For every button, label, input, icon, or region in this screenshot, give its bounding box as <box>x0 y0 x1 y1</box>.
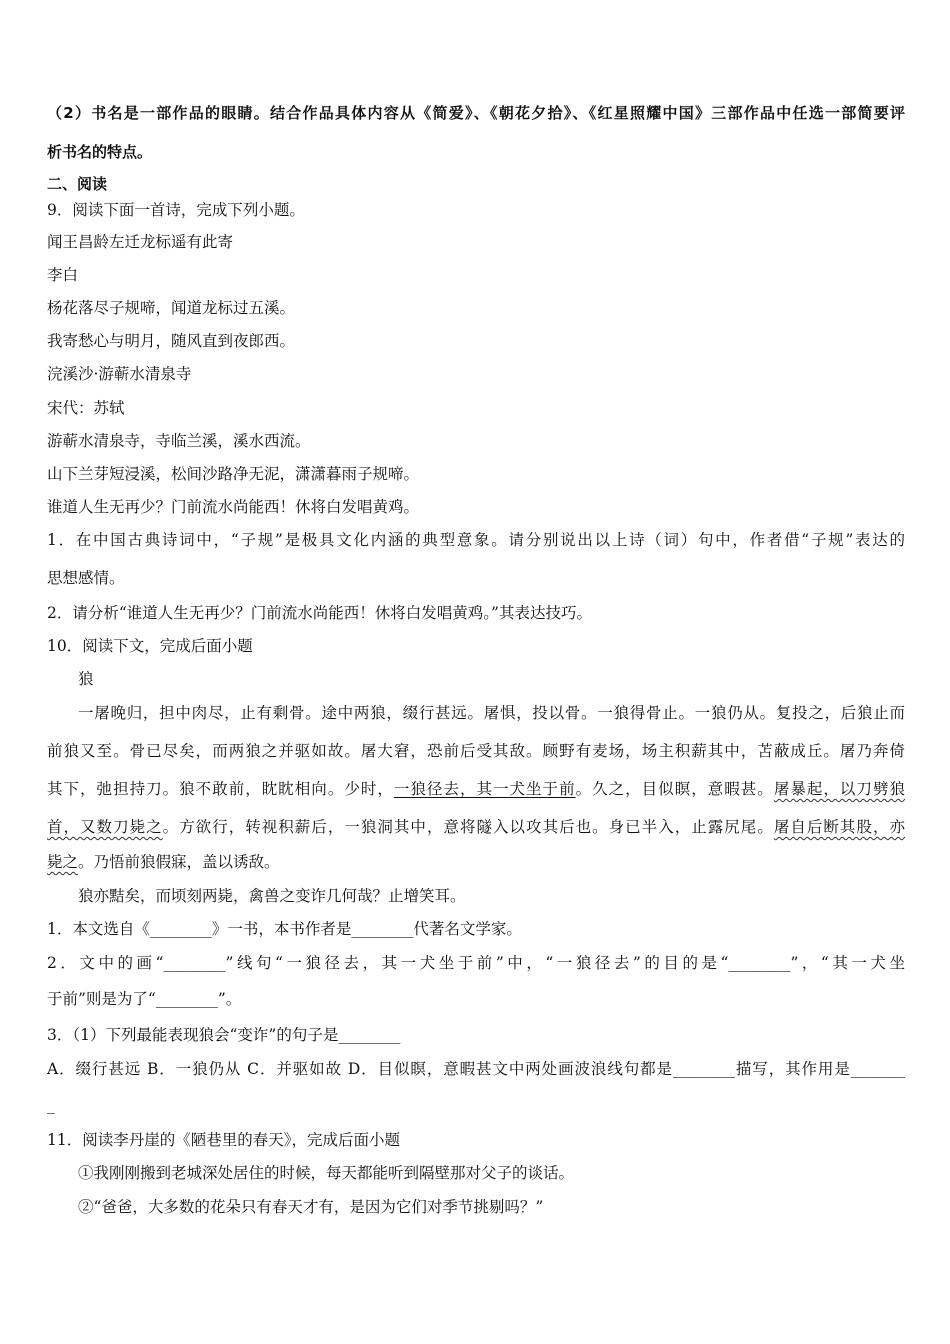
sub-question: 思想感情。 <box>47 569 125 587</box>
sub-question: 3．（1）下列最能表现狼会“变诈”的句子是________ <box>47 1026 401 1044</box>
poem-line: 我寄愁心与明月，随风直到夜郎西。 <box>47 332 296 350</box>
text-span: 。方欲行，转视积薪后，一狼洞其中，意将隧入以攻其后也。身已半入，止露尻尾。 <box>162 818 774 836</box>
text-span: 。乃悟前狼假寐，盖以诱敌。 <box>78 853 280 871</box>
passage-title: 狼 <box>78 670 94 688</box>
question-line: 析书名的特点。 <box>47 143 153 161</box>
passage-line: 狼亦黠矣，而顷刻两毙，禽兽之变诈几何哉？止增笑耳。 <box>78 887 466 905</box>
question-line: （2）书名是一部作品的眼睛。结合作品具体内容从《简爱》、《朝花夕拾》、《红星照耀中国》三部作品中任选一部简要评 <box>47 104 905 122</box>
sub-question: 1．本文选自《________》一书，本书作者是________代著名文学家。 <box>47 920 522 938</box>
wavy-underlined-sentence: 屠暴起，以刀劈狼 <box>773 780 905 798</box>
sub-question: 2．请分析“谁道人生无再少？门前流水尚能西！休将白发唱黄鸡。”其表达技巧。 <box>47 604 592 622</box>
passage-line <box>47 852 905 872</box>
question-intro: 10．阅读下文，完成后面小题 <box>47 637 253 655</box>
poem-title: 浣溪沙·游蕲水清泉寺 <box>47 365 192 383</box>
poem-title: 闻王昌龄左迁龙标遥有此寄 <box>47 233 234 251</box>
poem-line: 游蕲水清泉寺，寺临兰溪，溪水西流。 <box>47 432 311 450</box>
poem-line: 谁道人生无再少？门前流水尚能西！休将白发唱黄鸡。 <box>47 498 420 516</box>
passage-line: 一屠晚归，担中肉尽，止有剩骨。途中两狼，缀行甚远。屠惧，投以骨。一狼得骨止。一狼仍从。复投之，后狼止而 <box>78 704 905 722</box>
answer-options: A．缀行甚远 B．一狼仍从 C．并驱如故 D．目似瞑，意暇甚文中两处画波浪线句都是________描写，其作用是_______ <box>47 1060 905 1078</box>
poem-line: 杨花落尽子规啼，闻道龙标过五溪。 <box>47 299 296 317</box>
poem-line: 山下兰芽短浸溪，松间沙路净无泥，潇潇暮雨子规啼。 <box>47 465 420 483</box>
sub-question: 1．在中国古典诗词中，“子规”是极具文化内涵的典型意象。请分别说出以上诗（词）句中，作者借“子规”表达的 <box>47 531 905 549</box>
sub-question: 于前”则是为了“________”。 <box>47 990 242 1008</box>
text-span: 。久之，目似瞑，意暇甚。 <box>575 780 774 798</box>
poem-author: 李白 <box>47 266 79 284</box>
passage-line <box>47 779 905 799</box>
question-intro: 9．阅读下面一首诗，完成下列小题。 <box>47 201 305 219</box>
passage-line <box>47 817 905 837</box>
sub-question: 2．文中的画“________”线句“一狼径去，其一犬坐于前”中，“一狼径去”的目的是“________”，“其一犬坐 <box>47 954 905 972</box>
underlined-sentence: 一狼径去，其一犬坐于前 <box>393 780 576 798</box>
text-span: 其下，弛担持刀。狼不敢前，眈眈相向。少时， <box>47 780 394 798</box>
passage-line: ②“爸爸，大多数的花朵只有春天才有，是因为它们对季节挑剔吗？” <box>78 1198 544 1216</box>
wavy-underlined-sentence: 毙之 <box>47 853 79 871</box>
answer-blank-tail: _ <box>47 1096 55 1114</box>
question-intro: 11．阅读李丹崖的《陋巷里的春天》，完成后面小题 <box>47 1131 400 1149</box>
poem-author: 宋代：苏轼 <box>47 399 125 417</box>
wavy-underlined-sentence: 首，又数刀毙之 <box>47 818 163 836</box>
section-title: 二、阅读 <box>47 175 108 193</box>
wavy-underlined-sentence: 屠自后断其股，亦 <box>773 818 905 836</box>
passage-line: ①我刚刚搬到老城深处居住的时候，每天都能听到隔壁那对父子的谈话。 <box>78 1164 575 1182</box>
passage-line: 前狼又至。骨已尽矣，而两狼之并驱如故。屠大窘，恐前后受其敌。顾野有麦场，场主积薪其中，苫蔽成丘。屠乃奔倚 <box>47 742 905 760</box>
